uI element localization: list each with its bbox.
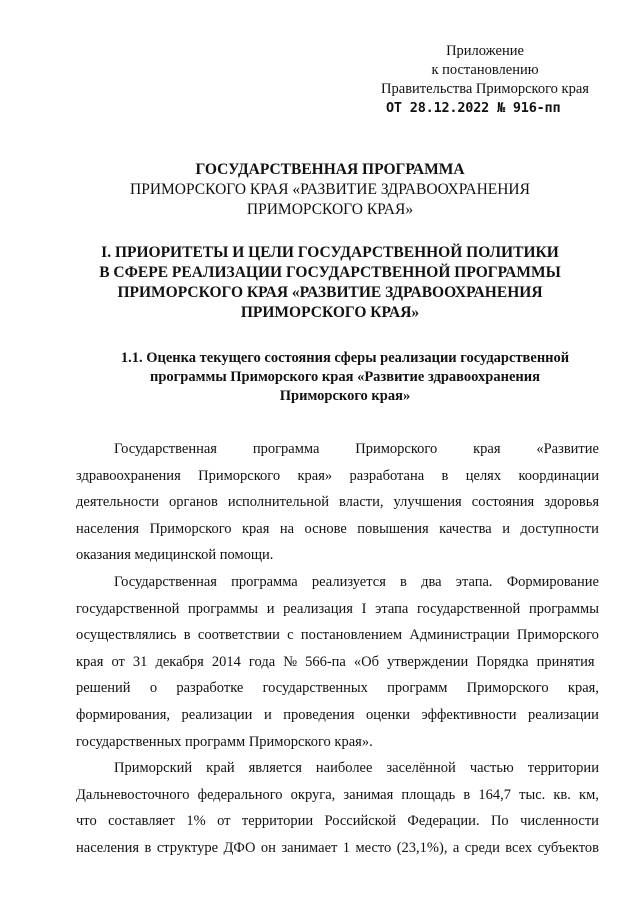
section-heading-line-4: ПРИМОРСКОГО КРАЯ»	[240, 304, 420, 321]
paragraph-2-row: государственной программы и реализация I этапа государственной программы	[76, 600, 599, 617]
paragraph-2-row: Государственная программа реализуется в два этапа. Формирование	[114, 573, 599, 590]
paragraph-3-row: Дальневосточного федерального округа, занимая площадь в 164,7 тыс. кв. км,	[76, 786, 599, 803]
paragraph-3-row: что составляет 1% от территории Российской Федерации. По численности	[76, 813, 599, 830]
section-heading-line-3: ПРИМОРСКОГО КРАЯ «РАЗВИТИЕ ЗДРАВООХРАНЕНИЯ	[117, 284, 543, 301]
subsection-heading-line-2: программы Приморского края «Развитие здравоохранения	[150, 369, 540, 385]
paragraph-1-row: населения Приморского края на основе повышения качества и доступности	[76, 520, 599, 537]
subsection-heading-line-3: Приморского края»	[279, 388, 411, 404]
program-title-line-1: ГОСУДАРСТВЕННАЯ ПРОГРАММА	[195, 161, 465, 178]
paragraph-2-row: государственных программ Приморского края».	[76, 733, 373, 750]
section-heading-line-2: В СФЕРЕ РЕАЛИЗАЦИИ ГОСУДАРСТВЕННОЙ ПРОГРАММЫ	[99, 264, 561, 281]
section-heading	[80, 243, 580, 323]
program-title-line-2: ПРИМОРСКОГО КРАЯ «РАЗВИТИЕ ЗДРАВООХРАНЕНИЯ	[130, 181, 530, 198]
annex-authority: Правительства Приморского края	[381, 81, 589, 97]
annex-reference: к постановлению	[431, 62, 539, 78]
annex-label: Приложение	[446, 43, 524, 59]
paragraph-1-row: деятельности органов исполнительной власти, улучшения состояния здоровья	[76, 494, 599, 511]
body-text	[76, 436, 599, 862]
section-heading-line-1: I. ПРИОРИТЕТЫ И ЦЕЛИ ГОСУДАРСТВЕННОЙ ПОЛИТИКИ	[101, 244, 559, 261]
annex-header	[360, 42, 610, 118]
paragraph-3-row: населения в структуре ДФО он занимает 1 место (23,1%), а среди всех субъектов	[76, 839, 599, 856]
paragraph-1-row: здравоохранения Приморского края» разработана в целях координации	[76, 467, 599, 484]
paragraph-3-row: Приморский край является наиболее заселённой частью территории	[114, 760, 599, 777]
paragraph-2-row: осуществлялись в соответствии с постановлением Администрации Приморского	[76, 627, 599, 644]
paragraph-2-row: решений о разработке государственных программ Приморского края,	[76, 680, 599, 697]
subsection-heading	[90, 349, 600, 406]
subsection-heading-line-1: 1.1. Оценка текущего состояния сферы реализации государственной	[120, 350, 570, 366]
paragraph-2-row: края от 31 декабря 2014 года № 566-па «Об утверждении Порядка принятия	[76, 653, 595, 670]
paragraph-2-row: формирования, реализации и проведения оценки эффективности реализации	[76, 706, 599, 723]
paragraph-1-row: оказания медицинской помощи.	[76, 547, 274, 564]
program-title	[60, 160, 600, 220]
paragraph-1-row: Государственная программа Приморского края «Развитие	[114, 441, 599, 457]
annex-date-number-stamp: ОТ 28.12.2022 № 916-пп	[386, 100, 561, 116]
program-title-line-3: ПРИМОРСКОГО КРАЯ»	[246, 201, 414, 218]
